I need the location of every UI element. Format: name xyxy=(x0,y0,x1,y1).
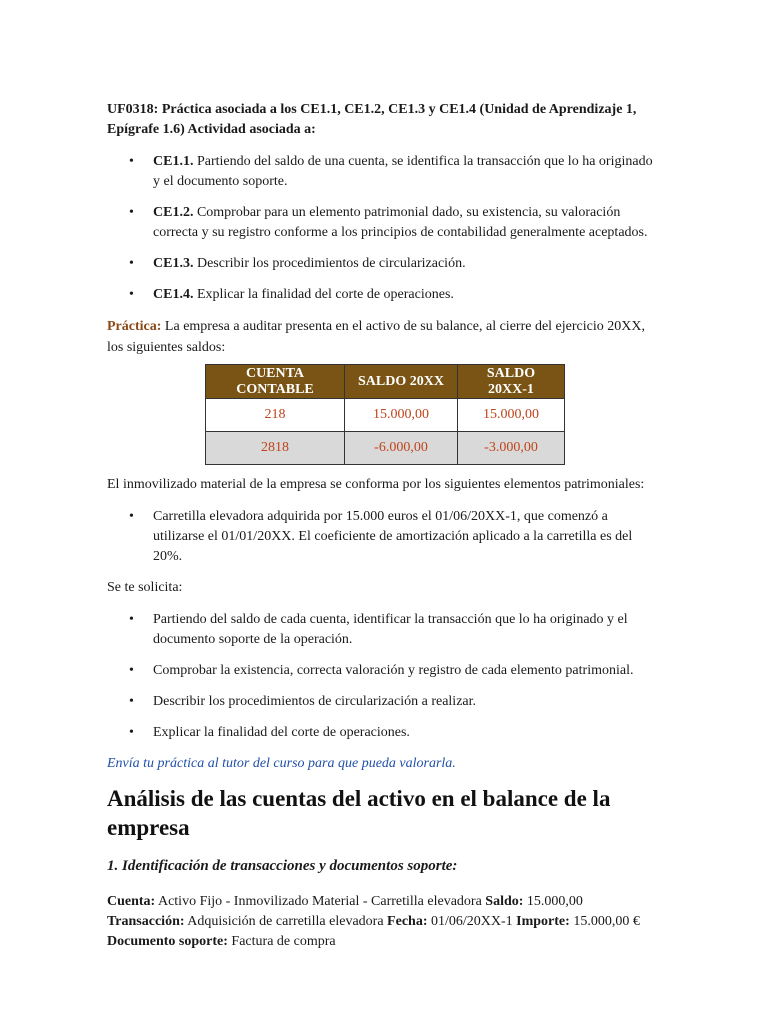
cuenta-value: Activo Fijo - Inmovilizado Material - Carretilla elevadora xyxy=(155,894,486,909)
practice-label: Práctica: xyxy=(107,319,162,334)
requests-list xyxy=(107,610,662,743)
objective-text: Describir los procedimientos de circularización. xyxy=(193,256,466,271)
saldo-value: 15.000,00 xyxy=(523,894,583,909)
fecha-value: 01/06/20XX-1 xyxy=(427,914,517,929)
practice-paragraph xyxy=(107,316,662,358)
section-heading: Análisis de las cuentas del activo en el balance de la empresa xyxy=(107,786,611,840)
list-item: • Carretilla elevadora adquirida por 15.000 euros el 01/06/20XX-1, que comenzó a utilizarse el 01/01/20XX. El coeficiente de amortización aplicado a la carretilla es del 20%. xyxy=(153,507,662,567)
elements-list xyxy=(107,507,662,567)
objective-item xyxy=(153,285,662,305)
objective-item xyxy=(153,254,662,274)
table-cell: 15.000,00 xyxy=(458,399,565,432)
balance-table xyxy=(205,364,565,465)
table-header-cell: SALDO 20XX xyxy=(345,365,458,399)
transaccion-label: Transacción: xyxy=(107,914,185,929)
importe-label: Importe: xyxy=(516,914,570,929)
table-row xyxy=(206,432,565,465)
table-header-cell: SALDO 20XX-1 xyxy=(458,365,565,399)
table-cell: 2818 xyxy=(206,432,345,465)
submit-instruction: Envía tu práctica al tutor del curso para que pueda valorarla. xyxy=(107,756,456,771)
section-subheading: 1. Identificación de transacciones y documentos soporte: xyxy=(107,858,458,874)
objective-code: CE1.3. xyxy=(153,256,194,271)
objectives-list xyxy=(107,152,662,305)
table-cell: 218 xyxy=(206,399,345,432)
table-cell: -3.000,00 xyxy=(458,432,565,465)
table-header-row xyxy=(206,365,565,399)
objective-text: Explicar la finalidad del corte de operaciones. xyxy=(193,287,454,302)
transaccion-value: Adquisición de carretilla elevadora xyxy=(184,914,388,929)
saldo-label: Saldo: xyxy=(485,894,524,909)
inmovilizado-paragraph: El inmovilizado material de la empresa se conforma por los siguientes elementos patrimoniales: xyxy=(107,477,645,492)
documento-value: Factura de compra xyxy=(227,934,336,949)
request-intro: Se te solicita: xyxy=(107,580,183,595)
objective-code: CE1.1. xyxy=(153,154,194,169)
objective-code: CE1.4. xyxy=(153,287,194,302)
objective-item xyxy=(153,203,662,243)
list-item: • Explicar la finalidad del corte de operaciones. xyxy=(153,723,662,743)
table-cell: 15.000,00 xyxy=(345,399,458,432)
objective-code: CE1.2. xyxy=(153,205,194,220)
account-detail xyxy=(107,892,662,952)
list-item: • Partiendo del saldo de cada cuenta, identificar la transacción que lo ha originado y el documento soporte de la operación. xyxy=(153,610,662,650)
objective-item xyxy=(153,152,662,192)
documento-label: Documento soporte: xyxy=(107,934,228,949)
list-item: • Comprobar la existencia, correcta valoración y registro de cada elemento patrimonial. xyxy=(153,661,662,681)
intro-heading: UF0318: Práctica asociada a los CE1.1, CE1.2, CE1.3 y CE1.4 (Unidad de Aprendizaje 1, Epígrafe 1.6) Actividad asociada a: xyxy=(107,102,637,137)
table-row xyxy=(206,399,565,432)
cuenta-label: Cuenta: xyxy=(107,894,156,909)
list-item: • Describir los procedimientos de circularización a realizar. xyxy=(153,692,662,712)
document-content xyxy=(107,100,662,952)
table-header-cell: CUENTA CONTABLE xyxy=(206,365,345,399)
objective-text: Comprobar para un elemento patrimonial dado, su existencia, su valoración correcta y su registro conforme a los principios de contabilidad generalmente aceptados. xyxy=(153,205,648,240)
practice-text: La empresa a auditar presenta en el activo de su balance, al cierre del ejercicio 20XX, los siguientes saldos: xyxy=(107,319,645,355)
objective-text: Partiendo del saldo de una cuenta, se identifica la transacción que lo ha originado y el documento soporte. xyxy=(153,154,653,189)
fecha-label: Fecha: xyxy=(387,914,428,929)
importe-value: 15.000,00 € xyxy=(569,914,640,929)
table-cell: -6.000,00 xyxy=(345,432,458,465)
